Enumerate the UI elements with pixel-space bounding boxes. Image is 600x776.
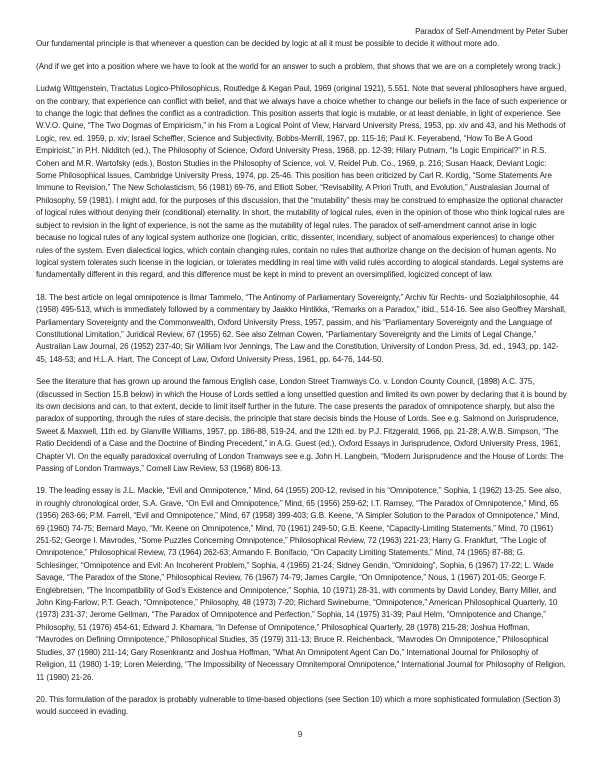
footnote-18: 18. The best article on legal omnipotence is Ilmar Tammelo, “The Antinomy of Parliamentary Sovereignty,” Archiv für Rechts- und Sozialphilosophie, 44 (1958) 495-513, which is immediately followed by a commentary by Jaakko Hintikka, “Remarks on a Paradox,” ibid., 514-16. See also Geoffrey Marshall, Parliamentary Sovereignty and the Commonwealth, Oxford University Press, 1957, passim, and his “Parliamentary Sovereignty and the Language of Constitutional Limitation,” Juridical Review, 67 (1955) 62. See also Zelman Cowen, “Parliamentary Sovereignty and the Limits of Legal Change,” Australian Law Journal, 26 (1952) 237-40; Sir William Ivor Jennings, The Law and the Constitution, University of London Press, 3d. ed., 1943, pp. 142-45, 148-53; and H.L.A. Hart, The Concept of Law, Oxford University Press, 1961, pp. 64-76, 144-50. xyxy=(36,292,566,364)
page-content xyxy=(36,26,568,729)
footnote-19: 19. The leading essay is J.L. Mackie, “Evil and Omnipotence,” Mind, 64 (1955) 200-12, revised in his “Omnipotence,” Sophia, 1 (1962) 13-25. See also, in roughly chronological order, S.A. Grave, “On Evil and Omnipotence,” Mind, 65 (1956) 259-62; I.T. Ramsey, “The Paradox of Omnipotence,” Mind, 65 (1956) 263-66; P.M. Farrell, “Evil and Omnipotence,” Mind, 67 (1958) 399-403; G.B. Keene, “A Simpler Solution to the Paradox of Omnipotence,” Mind, 69 (1960) 74-75; Bernard Mayo, “Mr. Keene on Omnipotence,” Mind, 70 (1961) 249-50; G.B. Keene, “Capacity-Limiting Statements,” Mind, 70 (1961) 251-52; George I. Mavrodes, “Some Puzzles Concerning Omnipotence,” Philosophical Review, 72 (1963) 221-23; Harry G. Frankfurt, “The Logic of Omnipotence,” Philosophical Review, 73 (1964) 262-63; Armando F. Bonifacio, “On Capacity Limiting Statements,” Mind, 74 (1965) 87-88; G. Schlesinger, “Omnipotence and Evil: An Incoherent Problem,” Sophia, 4 (1965) 21-24; Sidney Gendin, “Omnidoing”, Sophia, 6 (1967) 17-22; L. Wade Savage, “The Paradox of the Stone,” Philosophical Review, 76 (1967) 74-79; James Cargile, “On Omnipotence,” Nous, 1 (1967) 201-05; George F. Englebretsen, “The Incompatibility of God’s Existence and Omnipotence,” Sophia, 10 (1971) 28-31, with comments by David Londey, Barry Miller, and John King-Farlow; P.T. Geach, “Omnipotence,” Philosophy, 48 (1973) 7-20; Richard Swineburne, “Omnipotence,” American Philosophical Quarterly, 10 (1973) 231-37; Jerome Gellman, “The Paradox of Omnipotence and Perfection,” Sophia, 14 (1975) 31-39; Paul Helm, “Omnipotence and Change,” Philosophy, 51 (1976) 454-61; Edward J. Khamara, “In Defense of Omnipotence,” Philosophical Quarterly, 28 (1978) 215-28; Joshua Hoffman, “Mavrodes on Defining Omnipotence,” Philosophical Studies, 35 (1979) 311-13; Bruce R. Reichenback, “Mavrodes On Omnipotence,” Philosophical Studies, 37 (1980) 211-14; Gary Rosenkrantz and Joshua Hoffman, “What An Omnipotent Agent Can Do,” International Journal for Philosophy of Religion, 11 (1980) 1-19; Loren Meierding, “The Impossibility of Necessary Omnitemporal Omnipotence,” International Journal for Philosophy of Religion, 11 (1980) 21-26. xyxy=(36,486,566,682)
running-header: Paradox of Self-Amendment by Peter Suber xyxy=(415,27,568,36)
paragraph-wittgenstein-note: Ludwig Wittgenstein, Tractatus Logico-Philosophicus, Routledge & Kegan Paul, 1969 (original 1921), 5.551. Note that several philosophers have argued, on the contrary, that experience can conflict with belief, and that we always have a choice whether to change our beliefs in the face of such experience or to change the logic that defines the conflict as a contradiction. This position asserts that logic is mutable, or at least deniable, in light of experience. See W.V.O. Quine, “The Two Dogmas of Empiricism,” in his From a Logical Point of View, Harvard University Press, 1953, pp. xiv and 43, and his Methods of Logic, rev. ed. 1959, p. xiv; Israel Scheffler, Science and Subjectivity, Bobbs-Merrill, 1967, pp. 115-16; Paul K. Feyerabend, “How To Be A Good Empiricist,” in P.H. Nidditch (ed.), The Philosophy of Science, Oxford University Press, 1968, pp. 12-39; Hilary Putnam, “Is Logic Empirical?” in R.S. Cohen and M.R. Wartofsky (eds.), Boston Studies in the Philosophy of Science, vol. V, Reidel Pub. Co., 1969, p. 216; Susan Haack, Deviant Logic: Some Philosophical Issues, Cambridge University Press, 1974, pp. 25-46. This position has been criticized by Carl R. Kordig, “Some Statements Are Immune to Revision,” The New Scholasticism, 56 (1981) 69-76, and Elliott Sober, “Revisability, A Priori Truth, and Evolution,” Australasian Journal of Philosophy, 59 (1981). I might add, for the purposes of this discussion, that the “mutability” thesis may be construed to emphasize the optional character of logical rules without denying their (conditional) eternality. In short, the mutability of logical rules, even in the opinion of those who think logical rules are subject to revision in the light of experience, is not the same as the mutability of legal rules. The paradox of self-amendment cannot arise in logic because no logical rules of any logical system authorize one (logician, critic, dissenter, incendiary, subject of anomalous experiences) to change other rules of the system. Even dialectical logics, which contain changing rules, contain no rules that authorize change on the decision of human agents. No logical system tolerates such license in the logician, or tolerates meddling in real time with valid rules according to alogical standards. Legal systems are fundamentally different in this regard, and this difference must be kept in mind to prevent an oversimplified, logicized concept of law. xyxy=(36,84,568,280)
paragraph-wrong-track: (And if we get into a position where we have to look at the world for an answer to such a problem, that shows that we are on a completely wrong track.) xyxy=(36,61,561,71)
footnote-18-continuation: See the literature that has grown up around the famous English case, London Street Tramways Co. v. London County Council, (1898) A.C. 375, (discussed in Section 15.B below) in which the House of Lords settled a long unsettled question and limited its own power by declaring that it is bound by its own decisions and can, to that extent, decide to limit itself further in the future. The case presents the paradox of omnipotence sharply, but also the paradox of supporting, through the rules of stare decisis, the principle that stare decisis binds the House of Lords. See e.g. Salmond on Jurisprudence, Sweet & Maxwell, 11th ed. by Glanville Williams, 1957, pp. 186-88, 519-24, and the 12th ed. by P.J. Fitzgerald, 1966, pp. 21-28; A.W.B. Simpson, “The Ratio Decidendi of a Case and the Doctrine of Binding Precedent,” in A.G. Guest (ed.), Oxford Essays in Jurisprudence, Oxford University Press, 1961, Chapter VI. On the equally paradoxical overruling of London Tramways see e.g. John H. Langbein, “Modern Jurisprudence and the House of Lords: The Passing of London Tramways,” Cornell Law Review, 53 (1968) 806-13. xyxy=(36,377,567,473)
footnote-20: 20. This formulation of the paradox is probably vulnerable to time-based objections (see Section 10) which a more sophisticated formulation (Section 3) would succeed in evading. xyxy=(36,694,561,717)
page-number: 9 xyxy=(297,729,303,739)
paragraph-fundamental-principle: Our fundamental principle is that whenever a question can be decided by logic at all it must be possible to decide it without more ado. xyxy=(36,39,499,49)
